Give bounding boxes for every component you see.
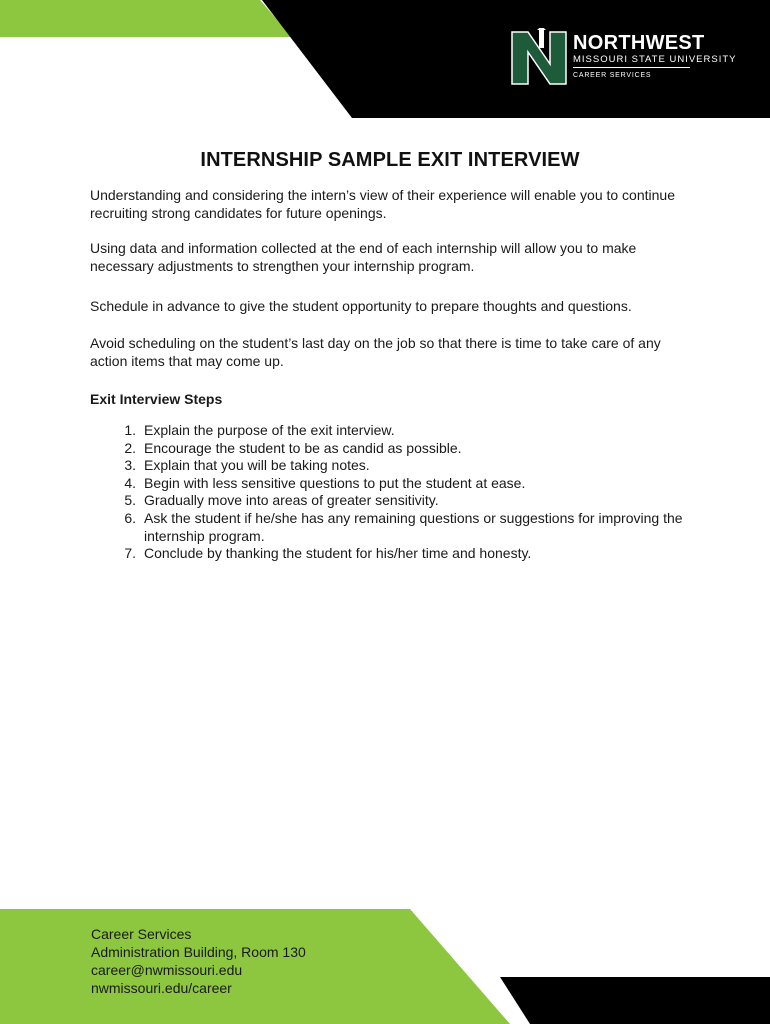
- step-text: Encourage the student to be as candid as possible.: [144, 439, 462, 456]
- step-text: Begin with less sensitive questions to put the student at ease.: [144, 474, 526, 491]
- logo-wordmark: NORTHWEST: [573, 32, 705, 54]
- step-number: 5.: [124, 492, 136, 509]
- steps-heading: Exit Interview Steps: [90, 391, 223, 407]
- paragraph-intern-view: Understanding and considering the intern’s view of their experience will enable you to continue recruiting strong candidates for future openings.: [90, 187, 675, 221]
- list-item: [90, 510, 690, 545]
- header-green-band: [0, 0, 292, 37]
- document-title: INTERNSHIP SAMPLE EXIT INTERVIEW: [200, 149, 580, 171]
- logo-divider: [573, 67, 690, 68]
- steps-list: [90, 422, 690, 563]
- step-text: Conclude by thanking the student for his/her time and honesty.: [144, 545, 532, 562]
- step-number: 1.: [124, 422, 136, 438]
- footer-address: Administration Building, Room 130: [91, 944, 306, 960]
- logo-department: CAREER SERVICES: [573, 72, 652, 79]
- list-item: [90, 475, 690, 493]
- step-number: 3.: [124, 457, 136, 474]
- footer-contact: [91, 925, 306, 997]
- paragraph-avoid-last-day: Avoid scheduling on the student’s last day on the job so that there is time to take care of any action items that may come up.: [90, 335, 661, 369]
- list-item: [90, 545, 690, 563]
- footer-black-band: [500, 977, 770, 1024]
- step-number: 6.: [124, 509, 136, 526]
- list-item: [90, 457, 690, 475]
- step-number: 7.: [124, 545, 136, 562]
- paragraph-schedule: Schedule in advance to give the student opportunity to prepare thoughts and questions.: [90, 298, 632, 314]
- logo-subtitle: MISSOURI STATE UNIVERSITY: [573, 54, 737, 65]
- document-body: [90, 148, 690, 563]
- university-n-logo-icon: [510, 28, 570, 88]
- footer-department: Career Services: [91, 926, 192, 942]
- footer-website[interactable]: nwmissouri.edu/career: [91, 980, 232, 996]
- paragraph-data-usage: Using data and information collected at the end of each internship will allow you to make necessary adjustments to strengthen your internship program.: [90, 240, 637, 274]
- step-text: Gradually move into areas of greater sensitivity.: [144, 492, 439, 509]
- list-item: [90, 440, 690, 458]
- step-number: 4.: [124, 474, 136, 491]
- step-text: Explain that you will be taking notes.: [144, 457, 370, 474]
- list-item: [90, 492, 690, 510]
- footer-email[interactable]: career@nwmissouri.edu: [91, 962, 243, 978]
- list-item: [90, 422, 690, 440]
- step-text: Explain the purpose of the exit interview.: [144, 422, 395, 438]
- step-text: Ask the student if he/she has any remaining questions or suggestions for improving the internship program.: [144, 509, 683, 544]
- step-number: 2.: [124, 439, 136, 456]
